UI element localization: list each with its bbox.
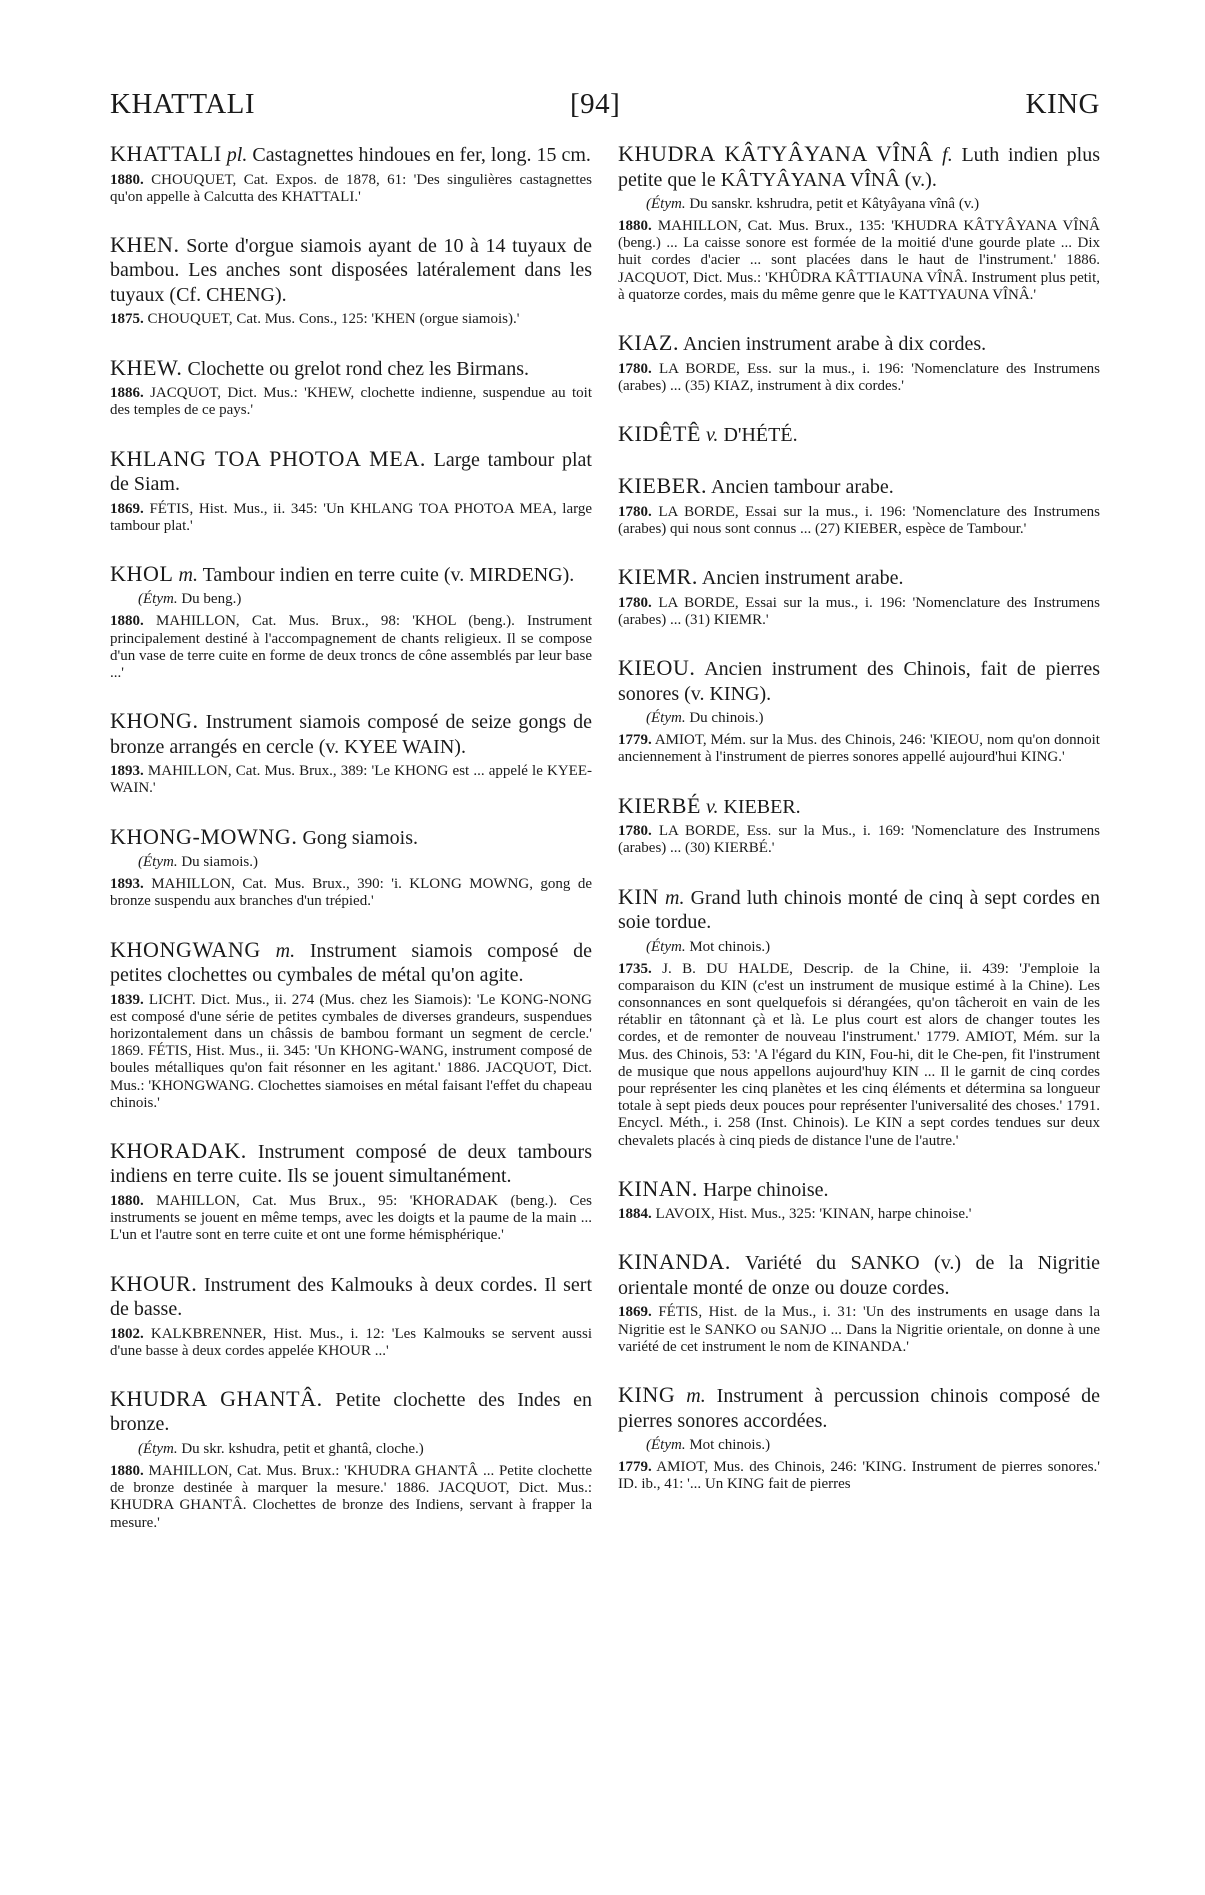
dictionary-entry: [110, 709, 592, 797]
definition: Clochette ou grelot rond chez les Birmans.: [187, 357, 530, 380]
citation-text: FÉTIS, Hist. de la Mus., i. 31: 'Un des instruments en usage dans la Nigritie est le SANKO ou SANJO ... Dans la Nigritie orientale, on donne à une variété de cet instrument le nom de KINANDA.': [618, 1304, 1100, 1355]
etymology-text: Du skr. kshudra, petit et ghantâ, cloche.): [181, 1440, 424, 1457]
citation-text: J. B. DU HALDE, Descrip. de la Chine, ii. 439: 'J'emploie la comparaison du KIN (c'est un instrument de musique estimé à la Chine). Les consonnances en sont quelquefois si dérangées, qu'on tâcheroit en vain de les rétablir en tâtonnant çà et là. Le plus court est alors de changer toutes les cordes, et de remonter de nouveau l'instrument.' 1779. AMIOT, Mém. sur la Mus. des Chinois, 53: 'A l'égard du KIN, Fou-hi, dit le Che-pen, fit l'instrument de musique que nous appellons aujourd'huy KIN ... Il le garnit de cinq cordes pour représenter les cinq planètes et les cinq éléments et détermina sa longueur totale à sept pieds deux pouces pour représenter l'universalité des choses.' 1791. Encycl. Méth., i. 258 (Inst. Chinois). Le KIN a sept cordes tendues sur deux chevalets placés à cinq pieds de distance l'une de l'autre.': [618, 960, 1101, 1149]
grammatical-gender: f.: [942, 144, 953, 166]
citation-text: AMIOT, Mém. sur la Mus. des Chinois, 246: 'KIEOU, nom qu'on donnoit anciennement à l'instrument de pierres sonores appellé aujourd'hui KING.': [618, 732, 1100, 766]
citation-year: 1880.: [110, 1192, 144, 1209]
citation: [110, 311, 592, 328]
entry-head: [618, 1177, 1100, 1203]
etymology-text: Du beng.): [181, 591, 242, 608]
grammatical-gender: v.: [706, 795, 719, 818]
citation: [110, 763, 592, 797]
entry-head: [110, 447, 592, 497]
definition: Tambour indien en terre cuite (v. MIRDENG).: [202, 563, 575, 586]
etymology: [618, 195, 1100, 214]
dictionary-entry: [618, 1383, 1100, 1493]
grammatical-gender: m.: [275, 939, 296, 962]
etymology-text: Du siamois.): [181, 854, 258, 871]
dictionary-entry: [618, 142, 1100, 304]
dictionary-entry: [618, 1177, 1100, 1224]
etymology-label: (Étym.: [138, 591, 178, 608]
dictionary-entry: [110, 562, 592, 682]
citation: [110, 385, 592, 419]
dictionary-entry: [110, 142, 592, 206]
citation: [618, 961, 1100, 1150]
etymology-label: (Étym.: [138, 1440, 178, 1457]
definition: Gong siamois.: [302, 826, 419, 849]
entry-head: [618, 422, 1100, 448]
citation-text: FÉTIS, Hist. Mus., ii. 345: 'Un KHLANG TOA PHOTOA MEA, large tambour plat.': [110, 500, 593, 534]
entry-head: [110, 356, 592, 382]
headword: KHUDRA GHANTÂ.: [110, 1385, 323, 1411]
citation: [618, 595, 1100, 629]
dictionary-entry: [110, 1387, 592, 1532]
citation-text: AMIOT, Mus. des Chinois, 246: 'KING. Instrument de pierres sonores.' ID. ib., 41: '... Un KING fait de pierres: [618, 1459, 1100, 1493]
etymology: [110, 590, 592, 609]
citation-year: 1779.: [618, 1459, 652, 1476]
citation-text: LAVOIX, Hist. Mus., 325: 'KINAN, harpe chinoise.': [655, 1206, 972, 1223]
entry-head: [618, 1383, 1100, 1433]
definition: D'HÉTÉ.: [723, 423, 798, 446]
citation: [110, 992, 592, 1112]
entry-head: [618, 1250, 1100, 1300]
grammatical-gender: m.: [686, 1385, 706, 1408]
etymology-text: Mot chinois.): [689, 1437, 771, 1454]
definition: Instrument à percussion chinois composé de pierres sonores accordées.: [618, 1385, 1100, 1432]
headword: KHOL: [110, 560, 174, 586]
citation-text: LA BORDE, Ess. sur la Mus., i. 169: 'Nomenclature des Instrumens (arabes) ... (30) KIERBÉ.': [618, 823, 1100, 857]
definition: Instrument siamois composé de seize gongs de bronze arrangés en cercle (v. KYEE WAIN).: [110, 711, 592, 758]
headword: KIERBÉ: [618, 792, 702, 818]
citation-text: CHOUQUET, Cat. Expos. de 1878, 61: 'Des singulières castagnettes qu'on appelle à Calcutta des KHATTALI.': [110, 171, 592, 205]
definition: Ancien instrument arabe à dix cordes.: [682, 333, 987, 356]
dictionary-entry: [618, 331, 1100, 395]
citation: [110, 172, 592, 206]
dictionary-entry: [618, 1250, 1100, 1356]
dictionary-page: [110, 80, 1100, 1870]
entry-head: [110, 562, 592, 588]
running-head-right: KING: [1025, 88, 1100, 120]
headword: KHONG.: [110, 708, 199, 734]
citation-text: LICHT. Dict. Mus., ii. 274 (Mus. chez les Siamois): 'Le KONG-NONG est composé d'une série de petites cymbales de diverses grandeurs, suspendues horizontalement dans un châssis de bambou formant un segment de cercle.' 1869. FÉTIS, Hist. Mus., ii. 345: 'Un KHONG-WANG, instrument composé de boules métalliques qu'on fait résonner en les agitant.' 1886. JACQUOT, Dict. Mus.: 'KHONGWANG. Clochettes siamoises en métal faisant l'effet du chapeau chinois.': [110, 991, 593, 1111]
headword: KHUDRA KÂTYÂYANA VÎNÂ: [618, 141, 934, 166]
citation-year: 1802.: [110, 1325, 144, 1342]
headword: KINAN.: [618, 1175, 698, 1201]
citation-text: MAHILLON, Cat. Mus. Brux., 390: 'i. KLONG MOWNG, gong de bronze suspendu aux branches d'un trépied.': [110, 876, 592, 910]
citation-year: 1880.: [110, 613, 144, 630]
etymology-label: (Étym.: [646, 938, 686, 955]
citation-year: 1880.: [110, 171, 144, 188]
headword: KIEBER.: [618, 473, 708, 499]
definition: Instrument des Kalmouks à deux cordes. Il sert de basse.: [110, 1273, 592, 1321]
headword: KING: [618, 1382, 676, 1408]
entry-head: [110, 938, 592, 988]
entry-head: [618, 656, 1100, 706]
grammatical-gender: m.: [178, 563, 198, 586]
definition: Instrument siamois composé de petites clochettes ou cymbales de métal qu'on agite.: [110, 939, 592, 987]
citation-text: MAHILLON, Cat. Mus. Brux., 389: 'Le KHONG est ... appelé le KYEE-WAIN.': [110, 763, 592, 797]
citation-year: 1893.: [110, 763, 144, 780]
citation-text: LA BORDE, Ess. sur la mus., i. 196: 'Nomenclature des Instrumens (arabes) ... (35) KIAZ, instrument à dix cordes.': [618, 360, 1101, 394]
entry-head: [618, 142, 1100, 192]
citation: [110, 613, 592, 682]
dictionary-entry: [110, 938, 592, 1112]
citation: [618, 1304, 1100, 1356]
dictionary-entry: [110, 447, 592, 535]
definition: Instrument composé de deux tambours indiens en terre cuite. Ils se jouent simultanément.: [110, 1140, 593, 1188]
headword: KIDÊTÊ: [618, 420, 702, 446]
citation-text: LA BORDE, Essai sur la mus., i. 196: 'Nomenclature des Instrumens (arabes) qui nous sont connus ... (27) KIEBER, espèce de Tambour.': [618, 503, 1101, 538]
dictionary-entry: [110, 356, 592, 420]
citation-year: 1886.: [110, 385, 144, 402]
dictionary-entry: [618, 565, 1100, 629]
citation: [110, 1463, 592, 1532]
citation: [618, 732, 1100, 766]
etymology: [618, 1436, 1100, 1455]
citation: [618, 1459, 1100, 1493]
citation-year: 1839.: [110, 991, 144, 1008]
citation-year: 1893.: [110, 876, 144, 893]
headword: KIAZ.: [618, 330, 680, 356]
headword: KHEN.: [110, 231, 180, 257]
etymology-label: (Étym.: [646, 196, 686, 212]
citation-year: 1780.: [618, 503, 652, 520]
definition: KIEBER.: [723, 795, 801, 818]
headword: KHLANG TOA PHOTOA MEA.: [110, 445, 426, 471]
dictionary-entry: [618, 422, 1100, 448]
headword: KHONGWANG: [110, 936, 261, 962]
etymology-text: Mot chinois.): [689, 938, 771, 955]
dictionary-entry: [618, 794, 1100, 858]
citation: [618, 504, 1100, 538]
grammatical-gender: m.: [665, 886, 685, 909]
running-head: [110, 88, 1100, 128]
definition: Variété du SANKO (v.) de la Nigritie orientale monté de onze ou douze cordes.: [618, 1252, 1100, 1299]
citation-text: JACQUOT, Dict. Mus.: 'KHEW, clochette indienne, suspendue au toit des temples de ce pays.': [110, 385, 593, 419]
citation-year: 1869.: [110, 500, 144, 517]
citation: [618, 1206, 1100, 1223]
entry-head: [618, 794, 1100, 820]
citation-year: 1779.: [618, 732, 652, 749]
etymology-label: (Étym.: [138, 854, 178, 871]
entry-head: [110, 709, 592, 759]
citation-year: 1884.: [618, 1206, 652, 1223]
entry-head: [618, 474, 1100, 500]
entry-head: [110, 825, 592, 851]
entry-head: [618, 331, 1100, 357]
citation-text: MAHILLON, Cat. Mus. Brux., 98: 'KHOL (beng.). Instrument principalement destiné à l'accompagnement de chants religieux. Il se compose d'un vase de terre cuite en forme de deux troncs de cône assemblés par leur base ...': [110, 613, 593, 682]
citation: [618, 218, 1100, 304]
entry-head: [110, 233, 592, 308]
entry-head: [110, 1387, 592, 1437]
citation-year: 1880.: [110, 1462, 144, 1479]
definition: Grand luth chinois monté de cinq à sept cordes en soie tordue.: [618, 886, 1101, 934]
citation: [110, 501, 592, 535]
citation-text: MAHILLON, Cat. Mus. Brux., 135: 'KHUDRA KÂTYÂYANA VÎNÂ (beng.) ... La caisse sonore est formée de la moitié d'une gourde plate ... Dix huit cordes d'acier ... sont placées dans le haut de l'instrument.' 1886. JACQUOT, Dict. Mus.: 'KHÛDRA KÂTTIAUNA VÎNÂ. Instrument plus petit, à quatorze cordes, mais du même genre que le KATTYAUNA VÎNÂ.': [618, 218, 1100, 303]
dictionary-entry: [618, 656, 1100, 766]
citation: [110, 1326, 592, 1360]
headword: KIEOU.: [618, 655, 696, 681]
headword: KHONG-MOWNG.: [110, 823, 298, 849]
citation-text: MAHILLON, Cat. Mus Brux., 95: 'KHORADAK (beng.). Ces instruments se jouent en même temps, avec les doigts et la paume de la main ... L'un et l'autre sont en terre cuite et ont une forme hémisphérique.': [110, 1192, 593, 1244]
citation-year: 1869.: [618, 1304, 652, 1321]
definition: Luth indien plus petite que le KÂTYÂYANA VÎNÂ (v.).: [618, 144, 1101, 191]
headword: KIEMR.: [618, 564, 698, 590]
entry-head: [618, 565, 1100, 591]
citation: [618, 823, 1100, 857]
etymology-text: Du chinois.): [689, 710, 764, 727]
citation-text: KALKBRENNER, Hist. Mus., i. 12: 'Les Kalmouks se servent aussi d'une basse à deux cordes appelée KHOUR ...': [110, 1325, 593, 1359]
dictionary-entry: [110, 1139, 592, 1245]
dictionary-entry: [618, 474, 1100, 538]
entry-head: [110, 142, 592, 168]
headword: KIN: [618, 883, 659, 909]
citation: [110, 876, 592, 910]
citation-year: 1780.: [618, 360, 652, 377]
citation-text: LA BORDE, Essai sur la mus., i. 196: 'Nomenclature des Instrumens (arabes) ... (31) KIEMR.': [618, 594, 1101, 629]
citation-text: CHOUQUET, Cat. Mus. Cons., 125: 'KHEN (orgue siamois).': [147, 311, 520, 328]
headword: KHOUR.: [110, 1270, 198, 1296]
citation: [618, 361, 1100, 395]
grammatical-gender: v.: [706, 423, 719, 446]
definition: Ancien tambour arabe.: [711, 476, 894, 499]
dictionary-entry: [110, 825, 592, 911]
definition: Ancien instrument arabe.: [701, 567, 904, 590]
etymology-label: (Étym.: [646, 710, 686, 727]
definition: Castagnettes hindoues en fer, long. 15 cm.: [252, 144, 591, 166]
definition: Sorte d'orgue siamois ayant de 10 à 14 tuyaux de bambou. Les anches sont disposées latéralement dans les tuyaux (Cf. CHENG).: [110, 234, 593, 306]
citation-year: 1735.: [618, 960, 652, 977]
headword: KHEW.: [110, 354, 183, 380]
definition: Ancien instrument des Chinois, fait de pierres sonores (v. KING).: [618, 658, 1100, 705]
citation-year: 1780.: [618, 594, 652, 611]
left-column: [110, 142, 592, 1559]
definition: Harpe chinoise.: [702, 1178, 829, 1201]
definition: Petite clochette des Indes en bronze.: [110, 1388, 592, 1436]
headword: KHORADAK.: [110, 1137, 247, 1163]
right-column: [618, 142, 1100, 1521]
etymology: [110, 853, 592, 872]
page-number: [94]: [570, 88, 621, 120]
entry-head: [110, 1139, 592, 1189]
etymology: [618, 938, 1100, 957]
definition: Large tambour plat de Siam.: [110, 448, 592, 496]
etymology: [618, 709, 1100, 728]
running-head-left: KHATTALI: [110, 88, 256, 120]
etymology-text: Du sanskr. kshrudra, petit et Kâtyâyana vînâ (v.): [689, 196, 980, 212]
dictionary-entry: [110, 1272, 592, 1360]
citation-text: MAHILLON, Cat. Mus. Brux.: 'KHUDRA GHANTÂ ... Petite clochette de bronze destinée à marquer la mesure.' 1886. JACQUOT, Dict. Mus.: KHUDRA GHANTÂ. Clochettes de bronze des Indiens, servant à frapper la mesure.': [110, 1462, 593, 1531]
citation-year: 1875.: [110, 311, 144, 328]
citation-year: 1780.: [618, 823, 652, 840]
etymology: [110, 1440, 592, 1459]
citation: [110, 1193, 592, 1245]
etymology-label: (Étym.: [646, 1437, 686, 1454]
grammatical-gender: pl.: [226, 144, 248, 166]
headword: KHATTALI: [110, 141, 222, 166]
dictionary-entry: [618, 885, 1100, 1150]
entry-head: [618, 885, 1100, 935]
dictionary-entry: [110, 233, 592, 329]
citation-year: 1880.: [618, 218, 652, 234]
entry-head: [110, 1272, 592, 1322]
headword: KINANDA.: [618, 1249, 731, 1275]
